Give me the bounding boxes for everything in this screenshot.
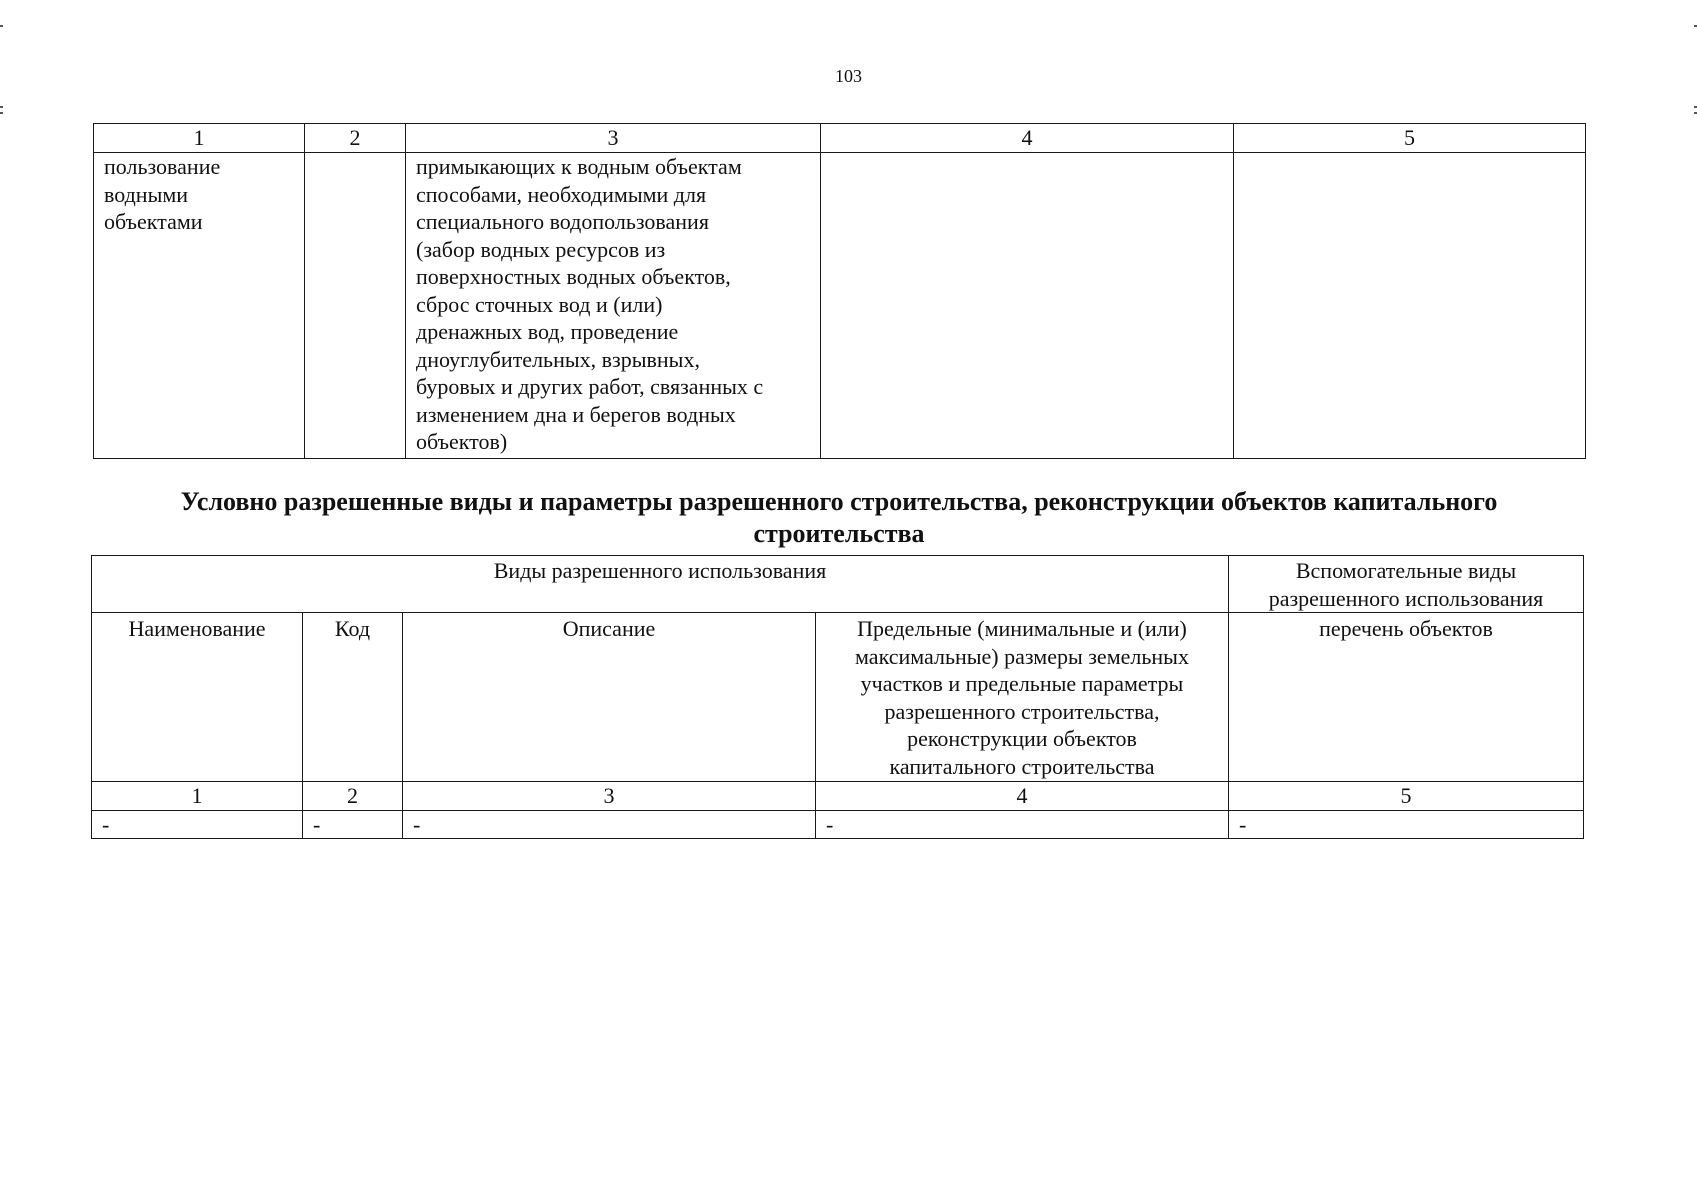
table-row	[94, 153, 1586, 459]
dash-cell: -	[816, 811, 1229, 839]
header-cell: 2	[305, 124, 406, 153]
cell-line: дренажных вод, проведение	[416, 319, 679, 344]
cell-line: буровых и других работ, связанных с	[416, 374, 764, 399]
dash-cell: -	[403, 811, 816, 839]
dash-cell: -	[1229, 811, 1584, 839]
header-cell: 4	[821, 124, 1234, 153]
header-cell: 3	[406, 124, 821, 153]
description-cell	[406, 153, 821, 459]
column-header-row	[92, 613, 1584, 782]
section-title-line: строительства	[753, 519, 925, 548]
permitted-use-group-header: Виды разрешенного использования	[92, 556, 1229, 613]
cell-line: специального водопользования	[416, 209, 709, 234]
cell-line: поверхностных водных объектов,	[416, 264, 731, 289]
header-line: разрешенного использования	[1268, 585, 1544, 611]
number-cell: 2	[303, 782, 403, 811]
header-line: Вспомогательные виды	[1295, 558, 1517, 583]
code-column-header: Код	[303, 613, 403, 782]
land-use-name-cell	[94, 153, 305, 459]
header-cell: 1	[94, 124, 305, 153]
cell-line: сброс сточных вод и (или)	[416, 291, 663, 317]
cell-line: (забор водных ресурсов из	[416, 236, 666, 262]
scan-mark	[0, 25, 3, 27]
cell-line: дноуглубительных, взрывных,	[416, 346, 700, 372]
number-cell: 5	[1229, 782, 1584, 811]
number-cell: 1	[92, 782, 303, 811]
dash-cell: -	[303, 811, 403, 839]
page-number: 103	[835, 66, 862, 86]
name-column-header: Наименование	[92, 613, 303, 782]
limits-cell	[821, 153, 1234, 459]
description-column-header: Описание	[403, 613, 816, 782]
dash-cell: -	[92, 811, 303, 839]
number-cell: 4	[816, 782, 1229, 811]
cell-line: водными	[104, 181, 189, 207]
header-line: капитального строительства	[889, 753, 1155, 779]
cell-line: изменением дна и берегов водных	[416, 401, 736, 427]
scan-mark	[0, 106, 3, 108]
section-title-line: Условно разрешенные виды и параметры разрешенного строительства, реконструкции объектов капитального	[180, 487, 1498, 516]
objects-list-column-header: перечень объектов	[1229, 613, 1584, 782]
limits-column-header	[816, 613, 1229, 782]
header-line: реконструкции объектов	[907, 726, 1137, 751]
cell-line: пользование	[104, 154, 221, 179]
cell-line: примыкающих к водным объектам	[416, 154, 742, 179]
header-line: Предельные (минимальные и (или)	[857, 616, 1187, 641]
group-header-row	[92, 556, 1584, 613]
header-cell: 5	[1234, 124, 1586, 153]
table-row	[92, 811, 1584, 839]
continued-table	[93, 123, 1586, 459]
number-cell: 3	[403, 782, 816, 811]
header-line: максимальные) размеры земельных	[855, 643, 1189, 669]
auxiliary-use-header	[1229, 556, 1584, 613]
table-header-row	[94, 124, 1586, 153]
header-line: участков и предельные параметры	[860, 671, 1184, 696]
cell-line: объектами	[104, 209, 203, 234]
objects-cell	[1234, 153, 1586, 459]
cell-line: объектов)	[416, 429, 508, 454]
conditional-use-table	[91, 555, 1584, 839]
header-line: разрешенного строительства,	[884, 698, 1160, 724]
scan-mark	[0, 112, 3, 114]
column-number-row	[92, 782, 1584, 811]
code-cell	[305, 153, 406, 459]
section-title	[93, 486, 1585, 550]
cell-line: способами, необходимыми для	[416, 181, 707, 207]
